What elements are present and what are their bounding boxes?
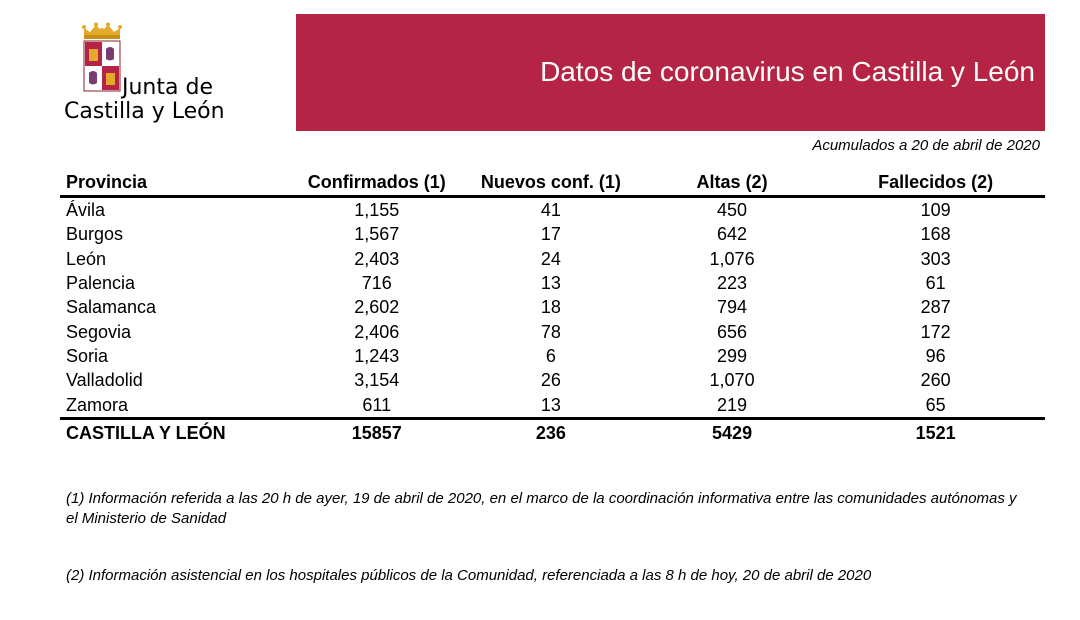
table-row: [60, 368, 1045, 392]
table-row: [60, 344, 1045, 368]
cell-fallecidos: 303: [920, 248, 951, 269]
cell-altas: 223: [717, 273, 748, 294]
date-subtitle: Acumulados a 20 de abril de 2020: [812, 137, 1040, 154]
cell-confirmados: 1,155: [354, 200, 400, 221]
column-header-altas: Altas (2): [638, 168, 827, 197]
cell-nuevos: 24: [540, 248, 561, 269]
table-row: [60, 392, 1045, 418]
junta-logo: [62, 22, 262, 132]
cell-fallecidos: 287: [920, 297, 951, 318]
table-header-row: [60, 168, 1045, 197]
table-row: [60, 247, 1045, 271]
cell-provincia: Ávila: [66, 200, 106, 221]
total-fallecidos: 1521: [826, 418, 1045, 446]
cell-altas: 450: [717, 200, 748, 221]
cell-provincia: León: [66, 248, 107, 269]
table-row: [60, 222, 1045, 246]
coronavirus-table: [60, 168, 1045, 446]
table-row: [60, 271, 1045, 295]
cell-confirmados: 716: [361, 273, 392, 294]
cell-altas: 794: [717, 297, 748, 318]
total-altas: 5429: [638, 418, 827, 446]
cell-fallecidos: 61: [925, 273, 946, 294]
total-nuevos: 236: [464, 418, 638, 446]
cell-fallecidos: 109: [920, 200, 951, 221]
total-confirmados: 15857: [290, 418, 464, 446]
page-title: Datos de coronavirus en Castilla y León: [540, 56, 1035, 87]
column-header-confirmados: Confirmados (1): [290, 168, 464, 197]
cell-nuevos: 18: [540, 297, 561, 318]
cell-confirmados: 3,154: [354, 370, 400, 391]
cell-provincia: Soria: [66, 345, 109, 366]
cell-provincia: Valladolid: [66, 370, 143, 391]
cell-nuevos: 26: [540, 370, 561, 391]
cell-provincia: Palencia: [66, 273, 136, 294]
cell-provincia: Salamanca: [66, 297, 157, 318]
cell-fallecidos: 172: [920, 321, 951, 342]
cell-fallecidos: 260: [920, 370, 951, 391]
logo-line-1: Junta de: [122, 75, 213, 100]
cell-altas: 299: [717, 345, 748, 366]
cell-altas: 1,076: [709, 248, 755, 269]
cell-fallecidos: 168: [920, 224, 951, 245]
footnote-2: (2) Información asistencial en los hospitales públicos de la Comunidad, referenciada a las 8 h de hoy, 20 de abril de 2020: [66, 567, 872, 584]
cell-provincia: Segovia: [66, 321, 132, 342]
cell-fallecidos: 65: [925, 394, 946, 415]
cell-fallecidos: 96: [925, 345, 946, 366]
cell-nuevos: 6: [545, 345, 556, 366]
cell-nuevos: 13: [540, 394, 561, 415]
logo-text: [62, 76, 225, 124]
cell-altas: 642: [717, 224, 748, 245]
cell-confirmados: 611: [362, 394, 392, 415]
cell-confirmados: 2,406: [354, 321, 400, 342]
cell-confirmados: 2,602: [354, 297, 400, 318]
table-row: [60, 197, 1045, 223]
cell-provincia: Zamora: [66, 394, 129, 415]
table-row: [60, 319, 1045, 343]
column-header-fallecidos: Fallecidos (2): [826, 168, 1045, 197]
footnote-1: (1) Información referida a las 20 h de ayer, 19 de abril de 2020, en el marco de la coordinación informativa entre las comunidades autónomas y el Ministerio de Sanidad: [66, 490, 1017, 527]
cell-confirmados: 2,403: [354, 248, 400, 269]
cell-altas: 656: [717, 321, 748, 342]
cell-confirmados: 1,567: [354, 224, 400, 245]
cell-nuevos: 13: [540, 273, 561, 294]
column-header-nuevos: Nuevos conf. (1): [464, 168, 638, 197]
cell-nuevos: 17: [540, 224, 561, 245]
column-header-provincia: Provincia: [60, 168, 290, 197]
table-row: [60, 295, 1045, 319]
cell-altas: 219: [717, 394, 748, 415]
cell-confirmados: 1,243: [354, 345, 400, 366]
table-total-row: [60, 418, 1045, 446]
header-banner: [296, 14, 1045, 131]
logo-line-2: Castilla y León: [64, 99, 225, 124]
cell-nuevos: 78: [540, 321, 561, 342]
cell-provincia: Burgos: [66, 224, 124, 245]
cell-nuevos: 41: [540, 200, 561, 221]
cell-altas: 1,070: [709, 370, 755, 391]
total-label: CASTILLA Y LEÓN: [60, 418, 290, 446]
